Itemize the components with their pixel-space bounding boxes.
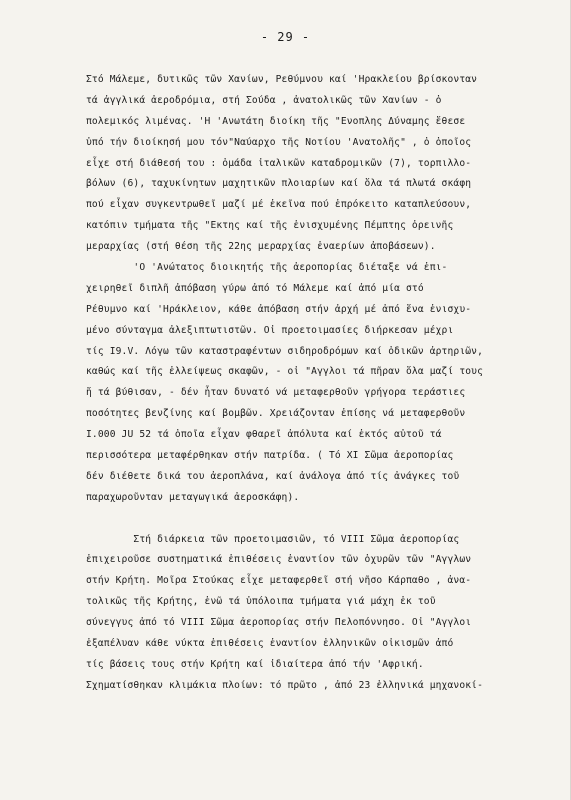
text-line: Σχηματίσθηκαν κλιμάκια πλοίων: τό πρῶτο , ἀπό 23 ἑλληνικά μηχανοκί- xyxy=(86,679,484,691)
text-line: πού εἶχαν συγκεντρωθεῖ μαζί μέ ἐκεῖνα πού ἐπρόκειτο καταπλεύσουν, xyxy=(86,199,472,211)
text-line: ὑπό τήν διοίκησή μου τόν"Ναύαρχο τῆς Νοτίου 'Ανατολῆς" , ὁ ὁποῖος xyxy=(86,136,472,148)
text-line: κατόπιν τμήματα τῆς "Εκτης καί τῆς ἐνισχυμένης Πέμπτης ὀρεινῆς xyxy=(86,220,454,232)
paragraph-gap xyxy=(86,509,556,530)
text-line: μένο σύνταγμα ἀλεξιπτωτιστῶν. Οἱ προετοιμασίες διήρκεσαν μέχρι xyxy=(86,324,454,336)
text-line: ἐξαπέλυαν κάθε νύκτα ἐπιθέσεις ἐναντίον ἑλληνικῶν οἰκισμῶν ἀπό xyxy=(86,638,454,650)
paragraph-2 xyxy=(86,258,556,509)
text-line: παραχωροῦνταν μεταγωγικά ἀεροσκάφη). xyxy=(86,491,300,503)
body-text xyxy=(86,70,556,697)
text-line: τολικῶς τῆς Κρήτης, ἐνῶ τά ὑπόλοιπα τμήματα γιά μάχη ἐκ τοῦ xyxy=(86,596,436,608)
text-line: τίς I9.V. Λόγω τῶν καταστραφέντων σιδηροδρόμων καί ὁδικῶν ἀρτηριῶν, xyxy=(86,345,484,357)
paragraph-1 xyxy=(86,70,556,258)
page-number: - 29 - xyxy=(260,30,311,44)
paragraph-3 xyxy=(86,530,556,697)
text-line: τά ἀγγλικά ἀεροδρόμια, στή Σούδα , ἀνατολικῶς τῶν Χανίων - ὁ xyxy=(86,94,442,106)
text-line: ἐπιχειροῦσε συστηματικά ἐπιθέσεις ἐναντίον τῶν ὀχυρῶν τῶν "Αγγλων xyxy=(86,554,472,566)
text-line: στήν Κρήτη. Μοῖρα Στούκας εἶχε μεταφερθεῖ στή νῆσο Κάρπαθο , ἀνα- xyxy=(86,575,472,587)
text-line: 'Ο 'Ανώτατος διοικητής τῆς ἀεροπορίας διέταξε νά ἐπι- xyxy=(86,262,448,274)
text-line: χειρηθεῖ διπλῆ ἀπόβαση γύρω ἀπό τό Μάλεμε καί ἀπό μία στό xyxy=(86,282,424,294)
text-line: Ρέθυμνο καί 'Ηράκλειον, κάθε ἀπόβαση στήν ἀρχή μέ ἀπό ἕνα ἐνισχυ- xyxy=(86,303,472,315)
text-line: Στή διάρκεια τῶν προετοιμασιῶν, τό VIII Σῶμα ἀεροπορίας xyxy=(86,533,460,545)
text-line: ἤ τά βύθισαν, - δέν ἦταν δυνατό νά μεταφερθοῦν γρήγορα τεράστιες xyxy=(86,387,466,399)
text-line: περισσότερα μεταφέρθηκαν στήν πατρίδα. ( Τό XI Σῶμα ἀεροπορίας xyxy=(86,450,454,462)
text-line: Στό Μάλεμε, δυτικῶς τῶν Χανίων, Ρεθύμνου καί 'Ηρακλείου βρίσκονταν xyxy=(86,74,478,85)
text-line: δέν διέθετε δικά του ἀεροπλάνα, καί ἀνάλογα ἀπό τίς ἀνάγκες τοῦ xyxy=(86,470,460,482)
text-line: τίς βάσεις τους στήν Κρήτη καί ἰδιαίτερα ἀπό τήν 'Αφρική. xyxy=(86,658,424,670)
text-line: I.000 JU 52 τά ὁποῖα εἶχαν φθαρεῖ ἀπόλυτα καί ἐκτός αὐτοῦ τά xyxy=(86,429,442,441)
text-line: μεραρχίας (στή θέση τῆς 22ης μεραρχίας ἐναερίων ἀποβάσεων). xyxy=(86,241,436,253)
text-line: ποσότητες βενζίνης καί βομβῶν. Χρειάζονταν ἐπίσης νά μεταφερθοῦν xyxy=(86,408,466,420)
text-line: εἶχε στή διάθεσή του : ὁμάδα ἰταλικῶν καταδρομικῶν (7), τορπιλλο- xyxy=(86,157,472,169)
text-line: καθώς καί τῆς ἐλλείψεως σκαφῶν, - οἱ "Αγγλοι τά πῆραν ὅλα μαζί τους xyxy=(86,366,484,378)
text-line: βόλων (6), ταχυκίνητων μαχητικῶν πλοιαρίων καί ὅλα τά πλωτά σκάφη xyxy=(86,178,472,190)
text-line: σύνεγγυς ἀπό τό VIII Σῶμα ἀεροπορίας στήν Πελοπόννησο. Οἱ "Αγγλοι xyxy=(86,617,472,629)
text-line: πολεμικός λιμένας. 'Η 'Ανωτάτη διοίκη τῆς "Ενοπλης Δύναμης ἔθεσε xyxy=(86,115,466,127)
